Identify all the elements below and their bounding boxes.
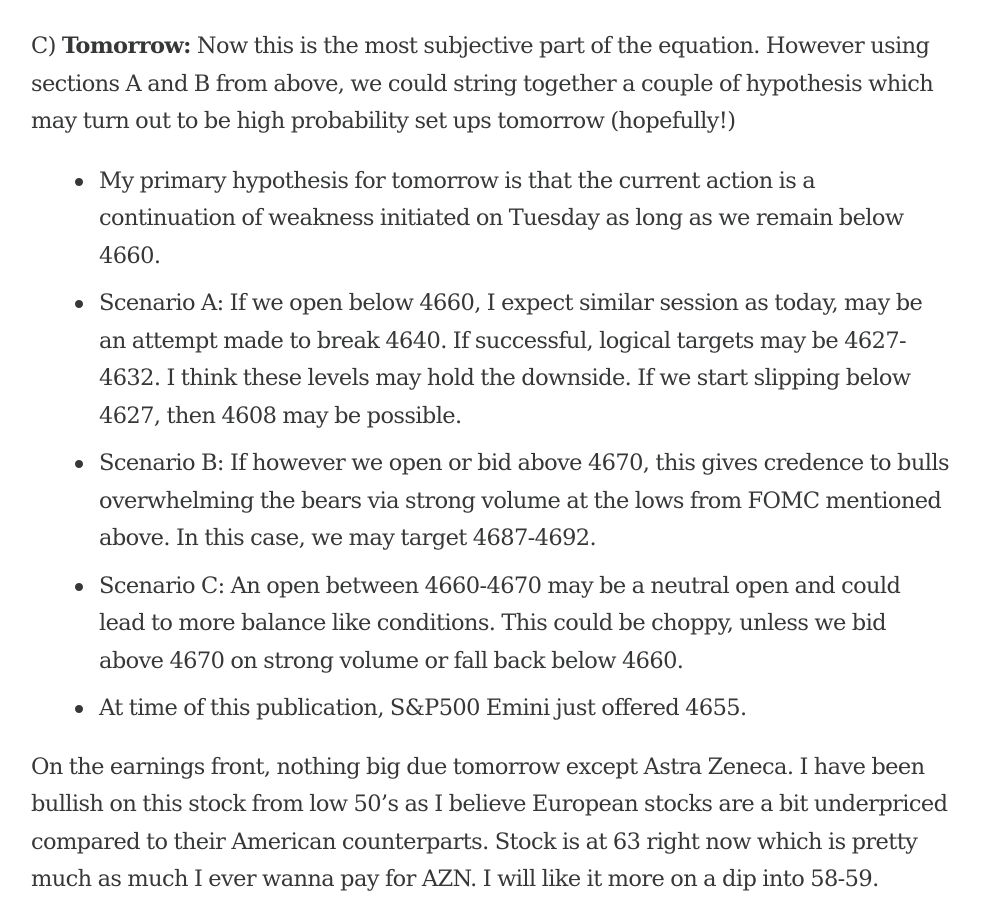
- section-heading-bold: Tomorrow:: [61, 33, 191, 59]
- intro-paragraph: [31, 28, 951, 141]
- bullet-dot-icon: [75, 460, 83, 468]
- list-item-text: Scenario C: An open between 4660-4670 may be a neutral open and could lead to more balance like conditions. This could be choppy, unless we bid above 4670 on strong volume or fall back below 4660.: [99, 572, 901, 674]
- earnings-paragraph: On the earnings front, nothing big due tomorrow except Astra Zeneca. I have been bullish on this stock from low 50’s as I believe European stocks are a bit underpriced compared to their American counterparts. Stock is at 63 right now which is pretty much as much I ever wanna pay for AZN. I will like it more on a dip into 58-59.: [31, 753, 948, 892]
- bullet-dot-icon: [75, 178, 83, 186]
- article-body: [31, 28, 951, 899]
- list-item: [31, 568, 951, 681]
- list-item-text: Scenario A: If we open below 4660, I expect similar session as today, may be an attempt made to break 4640. If successful, logical targets may be 4627-4632. I think these levels may hold the downside. If we start slipping below 4627, then 4608 may be possible.: [99, 290, 923, 429]
- list-item-text: My primary hypothesis for tomorrow is that the current action is a continuation of weakness initiated on Tuesday as long as we remain below 4660.: [99, 167, 904, 269]
- list-item-text: At time of this publication, S&P500 Emini just offered 4655.: [99, 695, 747, 721]
- list-item: [31, 445, 951, 558]
- hypothesis-list: [31, 163, 951, 728]
- list-item-text: Scenario B: If however we open or bid above 4670, this gives credence to bulls overwhelming the bears via strong volume at the lows from FOMC mentioned above. In this case, we may target 4687-4692.: [99, 450, 949, 551]
- bullet-dot-icon: [75, 705, 83, 713]
- list-item: [31, 690, 951, 728]
- list-item: [31, 163, 951, 276]
- list-item: [31, 285, 951, 435]
- bullet-dot-icon: [75, 300, 83, 308]
- intro-text: Now this is the most subjective part of the equation. However using sections A and B from above, we could string together a couple of hypothesis which may turn out to be high probability set ups tomorrow (hopefully!): [31, 33, 934, 134]
- bullet-dot-icon: [75, 583, 83, 591]
- section-prefix: C): [31, 33, 56, 59]
